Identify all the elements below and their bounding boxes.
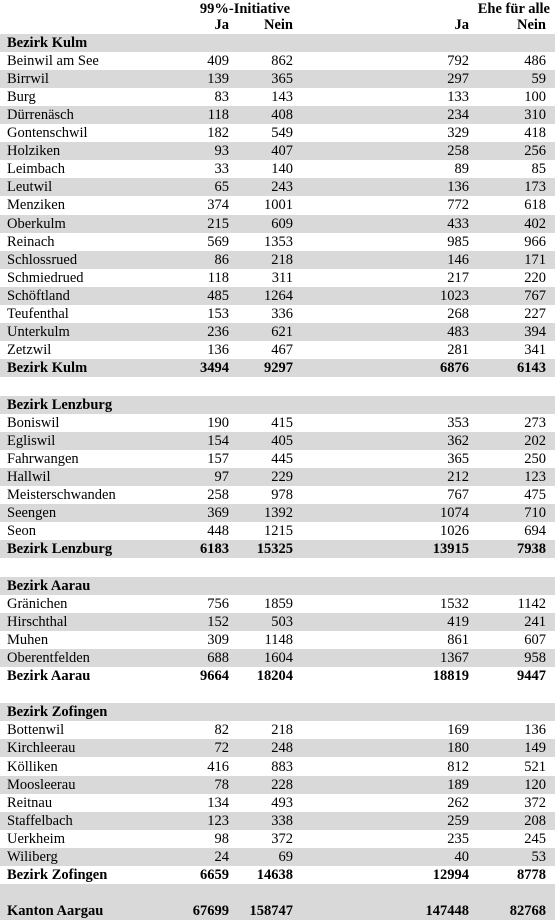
table-row [0, 269, 555, 287]
municipality-value: 262 [447, 794, 469, 811]
header-nein-2: Nein [517, 17, 546, 33]
district-total-name: Bezirk Lenzburg [7, 541, 113, 558]
municipality-value: 212 [447, 468, 469, 485]
table-row [0, 486, 555, 504]
municipality-value: 208 [524, 812, 546, 829]
municipality-value: 408 [271, 106, 293, 123]
municipality-value: 154 [207, 432, 229, 449]
municipality-value: 792 [447, 52, 469, 69]
municipality-value: 407 [271, 143, 293, 160]
municipality-value: 234 [447, 106, 469, 123]
section-title: Bezirk Aarau [7, 577, 91, 594]
municipality-value: 173 [524, 179, 546, 196]
municipality-name: Bottenwil [7, 722, 65, 739]
municipality-value: 136 [207, 342, 229, 359]
municipality-value: 365 [447, 450, 469, 467]
municipality-name: Seengen [7, 505, 57, 522]
municipality-name: Beinwil am See [7, 52, 99, 69]
municipality-value: 1074 [440, 505, 469, 522]
municipality-value: 1215 [264, 523, 293, 540]
municipality-value: 281 [447, 342, 469, 359]
municipality-value: 549 [271, 125, 293, 141]
municipality-value: 609 [271, 215, 293, 232]
table-row [0, 287, 555, 305]
table-row [0, 432, 555, 450]
district-total-value: 15325 [256, 541, 293, 558]
group-header-99-initiative: 99%-Initiative [199, 1, 291, 17]
section-title-row [0, 396, 555, 414]
municipality-value: 169 [447, 722, 469, 739]
municipality-value: 243 [271, 179, 293, 196]
section-title: Bezirk Zofingen [7, 704, 108, 721]
table-row [0, 233, 555, 251]
district-total-value: 8778 [517, 867, 546, 884]
municipality-value: 82 [214, 722, 229, 739]
municipality-name: Meisterschwanden [7, 487, 116, 503]
municipality-value: 134 [207, 794, 229, 811]
municipality-value: 309 [207, 631, 229, 648]
municipality-value: 152 [207, 613, 229, 630]
municipality-name: Seon [7, 523, 36, 540]
municipality-name: Leutwil [7, 179, 53, 196]
municipality-value: 123 [524, 468, 546, 485]
municipality-name: Kölliken [7, 758, 58, 775]
municipality-value: 100 [524, 88, 546, 105]
table-row [0, 305, 555, 323]
municipality-name: Muhen [7, 631, 49, 648]
municipality-value: 336 [271, 306, 293, 322]
municipality-value: 118 [207, 269, 229, 286]
district-total-value: 9447 [517, 668, 546, 684]
municipality-value: 958 [524, 649, 546, 666]
municipality-name: Leimbach [7, 161, 65, 178]
municipality-value: 521 [524, 758, 546, 775]
municipality-value: 467 [271, 342, 293, 359]
municipality-value: 966 [524, 233, 546, 250]
municipality-value: 59 [531, 70, 546, 87]
municipality-value: 372 [271, 830, 293, 847]
municipality-value: 338 [271, 812, 293, 829]
municipality-value: 241 [524, 613, 546, 630]
municipality-value: 123 [207, 812, 229, 829]
table-row [0, 776, 555, 794]
municipality-name: Egliswil [7, 432, 56, 449]
municipality-value: 1353 [264, 233, 293, 250]
canton-total-value: 158747 [249, 903, 293, 919]
municipality-name: Oberentfelden [7, 649, 90, 666]
table-row [0, 106, 555, 124]
municipality-value: 405 [271, 432, 293, 449]
municipality-value: 409 [207, 52, 229, 69]
municipality-value: 394 [524, 324, 546, 341]
district-total-row [0, 540, 555, 558]
municipality-value: 133 [447, 88, 469, 105]
table-row [0, 721, 555, 739]
municipality-name: Unterkulm [7, 324, 70, 341]
municipality-name: Schmiedrued [7, 269, 84, 286]
municipality-value: 688 [207, 649, 229, 666]
municipality-value: 419 [447, 613, 469, 630]
municipality-value: 268 [447, 306, 469, 322]
municipality-value: 486 [524, 52, 546, 69]
table-row [0, 794, 555, 812]
municipality-value: 190 [207, 414, 229, 431]
table-row [0, 124, 555, 142]
municipality-value: 72 [214, 740, 229, 757]
municipality-value: 1604 [264, 649, 293, 666]
table-row [0, 160, 555, 178]
municipality-name: Hallwil [7, 468, 51, 485]
district-total-row [0, 359, 555, 377]
district-total-row [0, 667, 555, 685]
municipality-value: 33 [214, 161, 229, 178]
district-total-value: 3494 [200, 360, 229, 377]
municipality-value: 143 [271, 88, 293, 105]
municipality-value: 236 [207, 324, 229, 341]
municipality-name: Uerkheim [7, 830, 65, 847]
municipality-value: 1532 [440, 595, 469, 612]
table-row [0, 504, 555, 522]
section-title-row [0, 34, 555, 52]
table-row [0, 848, 555, 866]
canton-total-name: Kanton Aargau [7, 903, 104, 919]
district-total-value: 6143 [517, 360, 546, 377]
municipality-name: Zetzwil [7, 342, 52, 359]
table-row [0, 522, 555, 540]
canton-total-row [0, 902, 555, 920]
district-total-name: Bezirk Zofingen [7, 867, 108, 884]
municipality-value: 259 [447, 812, 469, 829]
municipality-value: 445 [271, 450, 293, 467]
municipality-value: 1001 [264, 197, 293, 214]
district-total-value: 9297 [264, 360, 293, 377]
table-row [0, 70, 555, 88]
district-total-value: 18819 [432, 668, 469, 684]
municipality-value: 862 [271, 52, 293, 69]
municipality-value: 311 [271, 269, 293, 286]
municipality-name: Teufenthal [7, 306, 69, 322]
municipality-value: 153 [207, 306, 229, 322]
municipality-value: 985 [447, 233, 469, 250]
district-total-row [0, 866, 555, 884]
table-row [0, 52, 555, 70]
municipality-value: 136 [447, 179, 469, 196]
municipality-value: 189 [447, 776, 469, 793]
municipality-name: Oberkulm [7, 215, 66, 232]
municipality-value: 202 [524, 432, 546, 449]
municipality-value: 433 [447, 215, 469, 232]
municipality-value: 448 [207, 523, 229, 540]
municipality-value: 227 [524, 306, 546, 322]
municipality-value: 258 [447, 143, 469, 160]
district-total-value: 18204 [256, 668, 293, 684]
municipality-value: 180 [447, 740, 469, 757]
group-header-ehe-fuer-alle: Ehe für alle [477, 1, 550, 17]
municipality-name: Dürrenäsch [7, 106, 74, 123]
municipality-value: 485 [207, 287, 229, 304]
municipality-value: 98 [214, 830, 229, 847]
municipality-value: 93 [214, 143, 229, 160]
district-total-value: 12994 [432, 867, 469, 884]
municipality-value: 415 [271, 414, 293, 431]
table-row [0, 196, 555, 214]
municipality-value: 978 [271, 487, 293, 503]
municipality-value: 146 [447, 251, 469, 268]
municipality-value: 310 [524, 106, 546, 123]
municipality-value: 812 [447, 758, 469, 775]
municipality-name: Birrwil [7, 70, 49, 87]
municipality-value: 416 [207, 758, 229, 775]
municipality-value: 118 [207, 106, 229, 123]
table-row [0, 812, 555, 830]
municipality-value: 65 [214, 179, 229, 196]
municipality-name: Reitnau [7, 794, 53, 811]
municipality-name: Moosleerau [7, 776, 76, 793]
separator-row [0, 884, 555, 902]
district-total-value: 13915 [432, 541, 469, 558]
municipality-value: 341 [524, 342, 546, 359]
header-nein-1: Nein [264, 17, 293, 33]
district-total-value: 6183 [200, 541, 229, 558]
municipality-value: 493 [271, 794, 293, 811]
table-row [0, 649, 555, 667]
municipality-value: 235 [447, 830, 469, 847]
municipality-value: 710 [524, 505, 546, 522]
district-total-value: 6659 [200, 867, 229, 884]
municipality-value: 861 [447, 631, 469, 648]
municipality-value: 372 [524, 794, 546, 811]
municipality-value: 767 [524, 287, 546, 304]
municipality-value: 97 [214, 468, 229, 485]
municipality-value: 756 [207, 595, 229, 612]
municipality-value: 621 [271, 324, 293, 341]
municipality-value: 86 [214, 251, 229, 268]
municipality-value: 24 [214, 849, 229, 865]
municipality-value: 1026 [440, 523, 469, 540]
table-row [0, 215, 555, 233]
table-row [0, 468, 555, 486]
table-row [0, 613, 555, 631]
table-row [0, 88, 555, 106]
municipality-value: 120 [524, 776, 546, 793]
municipality-value: 1264 [264, 287, 293, 304]
municipality-value: 767 [447, 487, 469, 503]
municipality-value: 139 [207, 70, 229, 87]
municipality-value: 365 [271, 70, 293, 87]
canton-total-value: 82768 [509, 903, 546, 919]
municipality-value: 85 [531, 161, 546, 178]
municipality-value: 1367 [440, 649, 469, 666]
table-row [0, 595, 555, 613]
municipality-value: 250 [524, 450, 546, 467]
municipality-value: 258 [207, 487, 229, 503]
municipality-value: 503 [271, 613, 293, 630]
header-ja-1: Ja [214, 17, 229, 33]
municipality-value: 618 [524, 197, 546, 214]
section-title-row [0, 703, 555, 721]
municipality-value: 53 [531, 849, 546, 865]
canton-total-value: 67699 [192, 903, 229, 919]
municipality-value: 40 [454, 849, 469, 865]
municipality-value: 228 [271, 776, 293, 793]
municipality-value: 418 [524, 125, 546, 141]
table-row [0, 142, 555, 160]
municipality-value: 483 [447, 324, 469, 341]
municipality-value: 297 [447, 70, 469, 87]
canton-total-value: 147448 [425, 903, 469, 919]
municipality-value: 69 [278, 849, 293, 865]
municipality-name: Hirschthal [7, 613, 68, 630]
municipality-value: 157 [207, 450, 229, 467]
municipality-value: 78 [214, 776, 229, 793]
municipality-name: Kirchleerau [7, 740, 76, 757]
municipality-value: 694 [524, 523, 546, 540]
municipality-value: 273 [524, 414, 546, 431]
municipality-value: 374 [207, 197, 229, 214]
district-total-value: 6876 [440, 360, 469, 377]
municipality-value: 1148 [264, 631, 293, 648]
municipality-value: 1023 [440, 287, 469, 304]
district-total-value: 14638 [256, 867, 293, 884]
municipality-value: 220 [524, 269, 546, 286]
section-title-row [0, 577, 555, 595]
municipality-name: Gränichen [7, 595, 68, 612]
municipality-name: Gontenschwil [7, 125, 88, 141]
municipality-value: 248 [271, 740, 293, 757]
district-total-value: 9664 [200, 668, 229, 684]
section-title: Bezirk Kulm [7, 34, 88, 51]
municipality-value: 171 [524, 251, 546, 268]
municipality-value: 218 [271, 722, 293, 739]
municipality-name: Holziken [7, 143, 61, 160]
table-row [0, 758, 555, 776]
district-total-value: 7938 [517, 541, 546, 558]
municipality-value: 215 [207, 215, 229, 232]
municipality-value: 329 [447, 125, 469, 141]
table-row [0, 178, 555, 196]
table-row [0, 830, 555, 848]
municipality-name: Fahrwangen [7, 450, 79, 467]
municipality-value: 402 [524, 215, 546, 232]
municipality-value: 475 [524, 487, 546, 503]
municipality-value: 217 [447, 269, 469, 286]
municipality-value: 218 [271, 251, 293, 268]
header-ja-2: Ja [454, 17, 469, 33]
municipality-value: 136 [524, 722, 546, 739]
district-total-name: Bezirk Kulm [7, 360, 88, 377]
district-total-name: Bezirk Aarau [7, 668, 91, 684]
municipality-value: 229 [271, 468, 293, 485]
municipality-value: 182 [207, 125, 229, 141]
table-row [0, 341, 555, 359]
municipality-value: 140 [271, 161, 293, 178]
table-row [0, 450, 555, 468]
table-row [0, 323, 555, 341]
municipality-value: 569 [207, 233, 229, 250]
municipality-value: 1859 [264, 595, 293, 612]
municipality-value: 83 [214, 88, 229, 105]
municipality-value: 245 [524, 830, 546, 847]
municipality-name: Boniswil [7, 414, 60, 431]
municipality-value: 607 [524, 631, 546, 648]
municipality-value: 1392 [264, 505, 293, 522]
municipality-name: Wiliberg [7, 849, 58, 865]
municipality-value: 353 [447, 414, 469, 431]
municipality-name: Menziken [7, 197, 65, 214]
municipality-name: Staffelbach [7, 812, 73, 829]
municipality-value: 362 [447, 432, 469, 449]
municipality-name: Reinach [7, 233, 55, 250]
municipality-value: 89 [454, 161, 469, 178]
table-row [0, 631, 555, 649]
municipality-name: Burg [7, 88, 36, 105]
municipality-name: Schlossrued [7, 251, 78, 268]
section-title: Bezirk Lenzburg [7, 396, 113, 413]
municipality-value: 369 [207, 505, 229, 522]
table-row [0, 739, 555, 757]
municipality-value: 772 [447, 197, 469, 214]
sub-header-row [0, 16, 555, 34]
municipality-value: 256 [524, 143, 546, 160]
municipality-name: Schöftland [7, 287, 70, 304]
municipality-value: 1142 [517, 595, 546, 612]
municipality-value: 149 [524, 740, 546, 757]
table-row [0, 251, 555, 269]
municipality-value: 883 [271, 758, 293, 775]
table-row [0, 414, 555, 432]
